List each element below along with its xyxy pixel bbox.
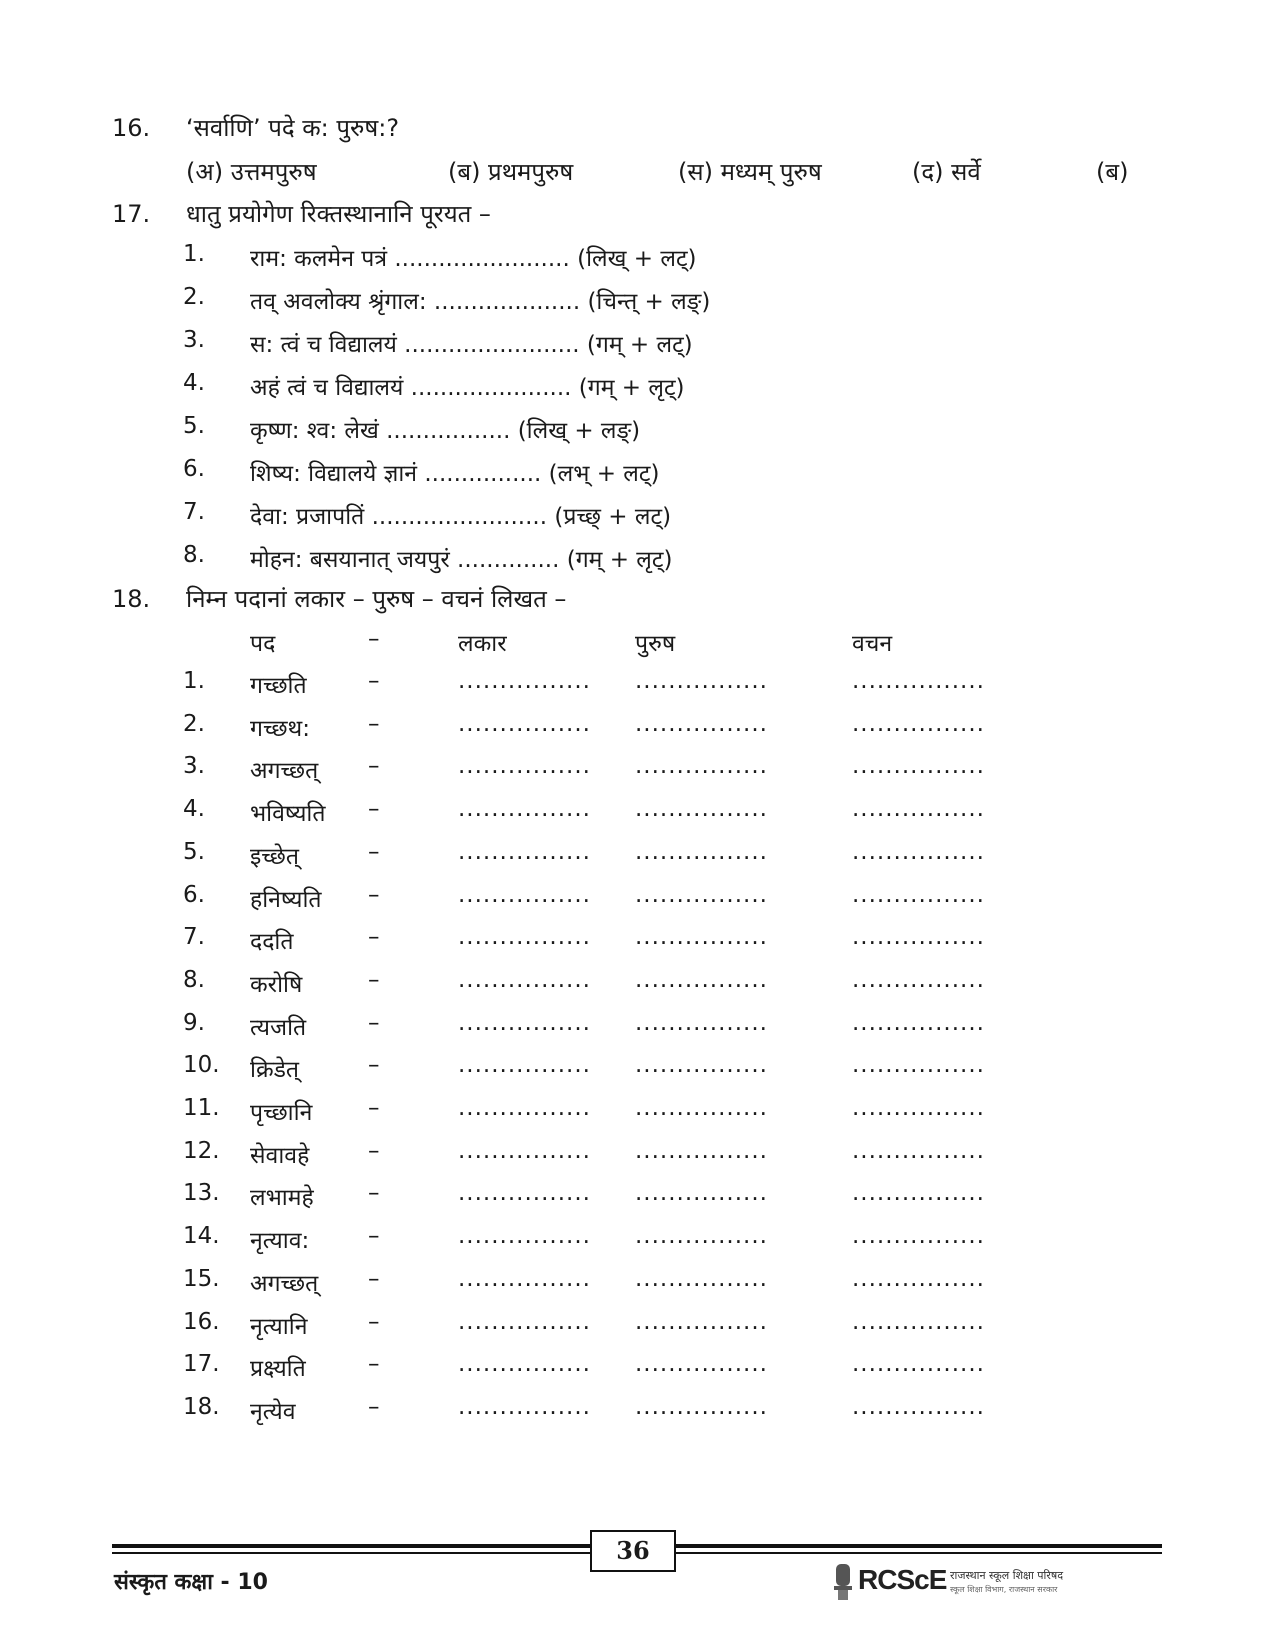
table-row: [0, 924, 1275, 960]
row-dash: –: [368, 881, 380, 908]
logo-text: RCScE: [858, 1564, 947, 1595]
row-dash: –: [368, 1265, 380, 1292]
row-number: 5.: [183, 838, 205, 865]
table-row: [0, 882, 1275, 918]
fill-in-item: [0, 327, 1275, 363]
row-dash: –: [368, 1009, 380, 1036]
fill-in-item: [0, 284, 1275, 320]
item-text: देवा: प्रजापतिं ........................ (प्रच्छ् + लट्): [250, 504, 672, 530]
lakar-blank: ................: [458, 1137, 591, 1164]
lakar-blank: ................: [458, 753, 591, 780]
purush-blank: ................: [635, 966, 768, 993]
question-number: 17.: [112, 200, 151, 228]
table-row: [0, 1266, 1275, 1302]
option-b: (ब) प्रथमपुरुष: [448, 158, 574, 186]
row-word: अगच्छत्: [250, 758, 319, 785]
purush-blank: ................: [635, 924, 768, 951]
item-text: राम: कलमेन पत्रं ........................ (लिख् + लट्): [250, 246, 697, 272]
row-word: गच्छति: [250, 673, 307, 699]
lakar-blank: ................: [458, 1052, 591, 1079]
item-number: 4.: [183, 370, 205, 396]
item-text: मोहन: बसयानात् जयपुरं .............. (गम् + लृट्): [250, 547, 673, 573]
row-number: 15.: [183, 1265, 220, 1292]
item-number: 8.: [183, 542, 205, 568]
vachan-blank: ................: [852, 668, 985, 694]
lakar-blank: ................: [458, 838, 591, 865]
row-number: 10.: [183, 1052, 220, 1079]
question-number: 16.: [112, 114, 151, 142]
option-a: (अ) उत्तमपुरुष: [186, 158, 317, 186]
purush-blank: ................: [635, 1223, 768, 1250]
header-vachan: वचन: [852, 631, 893, 657]
vachan-blank: ................: [852, 1308, 985, 1335]
item-text: तव् अवलोक्य श्रृंगाल: .................... (चिन्त् + लङ्): [250, 289, 711, 315]
row-dash: –: [368, 924, 380, 951]
item-number: 7.: [183, 499, 205, 525]
row-dash: –: [368, 1180, 380, 1207]
table-row: [0, 711, 1275, 747]
row-number: 13.: [183, 1180, 220, 1207]
row-word: इच्छेत्: [250, 843, 299, 870]
row-number: 7.: [183, 924, 205, 951]
lakar-blank: ................: [458, 966, 591, 993]
purush-blank: ................: [635, 1180, 768, 1207]
option-c: (स) मध्यम् पुरुष: [678, 158, 822, 186]
purush-blank: ................: [635, 1393, 768, 1420]
purush-blank: ................: [635, 1308, 768, 1335]
vachan-blank: ................: [852, 966, 985, 993]
row-dash: –: [368, 1308, 380, 1335]
purush-blank: ................: [635, 838, 768, 865]
table-row: [0, 1095, 1275, 1131]
table-row: [0, 796, 1275, 832]
purush-blank: ................: [635, 1095, 768, 1121]
row-dash: –: [368, 1351, 380, 1378]
question-text: ‘सर्वाणि’ पदे क: पुरुष:?: [186, 114, 400, 142]
row-number: 3.: [183, 753, 205, 780]
vachan-blank: ................: [852, 1265, 985, 1292]
lakar-blank: ................: [458, 1223, 591, 1250]
table-row: [0, 1223, 1275, 1259]
row-number: 14.: [183, 1223, 220, 1250]
row-number: 6.: [183, 881, 205, 908]
purush-blank: ................: [635, 1009, 768, 1036]
row-number: 12.: [183, 1137, 220, 1164]
vachan-blank: ................: [852, 710, 985, 737]
item-number: 1.: [183, 241, 205, 267]
question-number: 18.: [112, 585, 151, 613]
lakar-blank: ................: [458, 796, 591, 823]
fill-in-item: [0, 542, 1275, 578]
book-title: संस्कृत कक्षा - 10: [114, 1570, 268, 1595]
row-dash: –: [368, 1393, 380, 1420]
table-row: [0, 1351, 1275, 1387]
row-number: 18.: [183, 1393, 220, 1420]
lakar-blank: ................: [458, 1009, 591, 1036]
lakar-blank: ................: [458, 668, 591, 694]
vachan-blank: ................: [852, 924, 985, 951]
question-text: निम्न पदानां लकार – पुरुष – वचनं लिखत –: [186, 585, 567, 613]
emblem-icon: [832, 1562, 854, 1602]
row-number: 4.: [183, 796, 205, 823]
table-row: [0, 1010, 1275, 1046]
vachan-blank: ................: [852, 1009, 985, 1036]
item-text: कृष्ण: श्‍व: लेखं ................. (लिख् + लङ्): [250, 418, 641, 444]
lakar-blank: ................: [458, 1265, 591, 1292]
lakar-blank: ................: [458, 1180, 591, 1207]
vachan-blank: ................: [852, 1180, 985, 1207]
table-row: [0, 1052, 1275, 1088]
vachan-blank: ................: [852, 1223, 985, 1250]
item-text: अहं त्वं च विद्यालयं ...................... (गम् + लृट्): [250, 375, 685, 401]
table-row: [0, 753, 1275, 789]
item-text: शिष्य: विद्यालये ज्ञानं ................ (लभ् + लट्): [250, 461, 660, 487]
table-row: [0, 1394, 1275, 1430]
row-word: प्रक्ष्यति: [250, 1356, 306, 1383]
row-dash: –: [368, 668, 380, 694]
row-dash: –: [368, 796, 380, 823]
lakar-blank: ................: [458, 1393, 591, 1420]
vachan-blank: ................: [852, 796, 985, 823]
answer-key: (ब): [1096, 158, 1129, 186]
vachan-blank: ................: [852, 1137, 985, 1164]
row-word: नृत्यानि: [250, 1313, 308, 1340]
row-word: करोषि: [250, 971, 303, 998]
table-header: [0, 626, 1275, 662]
purush-blank: ................: [635, 753, 768, 780]
lakar-blank: ................: [458, 1095, 591, 1121]
row-dash: –: [368, 1137, 380, 1164]
purush-blank: ................: [635, 1137, 768, 1164]
purush-blank: ................: [635, 668, 768, 694]
fill-in-item: [0, 413, 1275, 449]
row-word: भविष्यति: [250, 801, 326, 828]
rcsce-logo: [832, 1562, 1102, 1608]
header-pad: पद: [250, 631, 276, 657]
lakar-blank: ................: [458, 924, 591, 951]
purush-blank: ................: [635, 881, 768, 908]
table-row: [0, 839, 1275, 875]
vachan-blank: ................: [852, 1393, 985, 1420]
row-word: हनिष्यति: [250, 886, 322, 913]
purush-blank: ................: [635, 1351, 768, 1378]
row-dash: –: [368, 1095, 380, 1121]
row-number: 11.: [183, 1095, 220, 1121]
purush-blank: ................: [635, 796, 768, 823]
purush-blank: ................: [635, 710, 768, 737]
row-number: 2.: [183, 710, 205, 737]
row-word: त्यजति: [250, 1014, 307, 1041]
row-word: नृत्येव: [250, 1398, 296, 1425]
item-number: 2.: [183, 284, 205, 310]
fill-in-item: [0, 241, 1275, 277]
lakar-blank: ................: [458, 881, 591, 908]
table-row: [0, 967, 1275, 1003]
row-word: पृच्छानि: [250, 1100, 313, 1126]
item-number: 6.: [183, 456, 205, 482]
row-word: ददति: [250, 929, 294, 956]
row-word: नृत्याव:: [250, 1228, 310, 1255]
purush-blank: ................: [635, 1052, 768, 1079]
header-purush: पुरुष: [635, 631, 676, 657]
lakar-blank: ................: [458, 710, 591, 737]
vachan-blank: ................: [852, 1052, 985, 1079]
header-dash: –: [368, 626, 380, 652]
row-dash: –: [368, 838, 380, 865]
vachan-blank: ................: [852, 753, 985, 780]
lakar-blank: ................: [458, 1308, 591, 1335]
vachan-blank: ................: [852, 838, 985, 865]
logo-line-2: स्कूल शिक्षा विभाग, राजस्थान सरकार: [950, 1585, 1058, 1594]
row-number: 17.: [183, 1351, 220, 1378]
option-d: (द) सर्वे: [912, 158, 981, 186]
page-number: 36: [590, 1530, 676, 1572]
lakar-blank: ................: [458, 1351, 591, 1378]
vachan-blank: ................: [852, 881, 985, 908]
row-dash: –: [368, 1052, 380, 1079]
purush-blank: ................: [635, 1265, 768, 1292]
table-row: [0, 668, 1275, 704]
item-number: 3.: [183, 327, 205, 353]
row-dash: –: [368, 966, 380, 993]
row-number: 16.: [183, 1308, 220, 1335]
row-dash: –: [368, 710, 380, 737]
fill-in-item: [0, 456, 1275, 492]
row-word: गच्छथ:: [250, 715, 310, 742]
row-number: 9.: [183, 1009, 205, 1036]
row-dash: –: [368, 1223, 380, 1250]
row-number: 8.: [183, 966, 205, 993]
fill-in-item: [0, 499, 1275, 535]
table-row: [0, 1309, 1275, 1345]
vachan-blank: ................: [852, 1351, 985, 1378]
logo-line-1: राजस्थान स्कूल शिक्षा परिषद: [950, 1569, 1064, 1582]
row-word: लभामहे: [250, 1185, 314, 1212]
item-text: स: त्वं च विद्यालयं ........................ (गम् + लट्): [250, 332, 693, 358]
question-text: धातु प्रयोगेण रिक्तस्थानानि पूरयत –: [186, 200, 491, 228]
header-lakar: लकार: [458, 631, 507, 657]
table-row: [0, 1138, 1275, 1174]
row-word: सेवावहे: [250, 1142, 310, 1169]
vachan-blank: ................: [852, 1095, 985, 1121]
row-number: 1.: [183, 668, 205, 694]
table-row: [0, 1180, 1275, 1216]
item-number: 5.: [183, 413, 205, 439]
row-dash: –: [368, 753, 380, 780]
row-word: अगच्छत्: [250, 1270, 319, 1297]
row-word: क्रिडेत्: [250, 1057, 300, 1084]
fill-in-item: [0, 370, 1275, 406]
